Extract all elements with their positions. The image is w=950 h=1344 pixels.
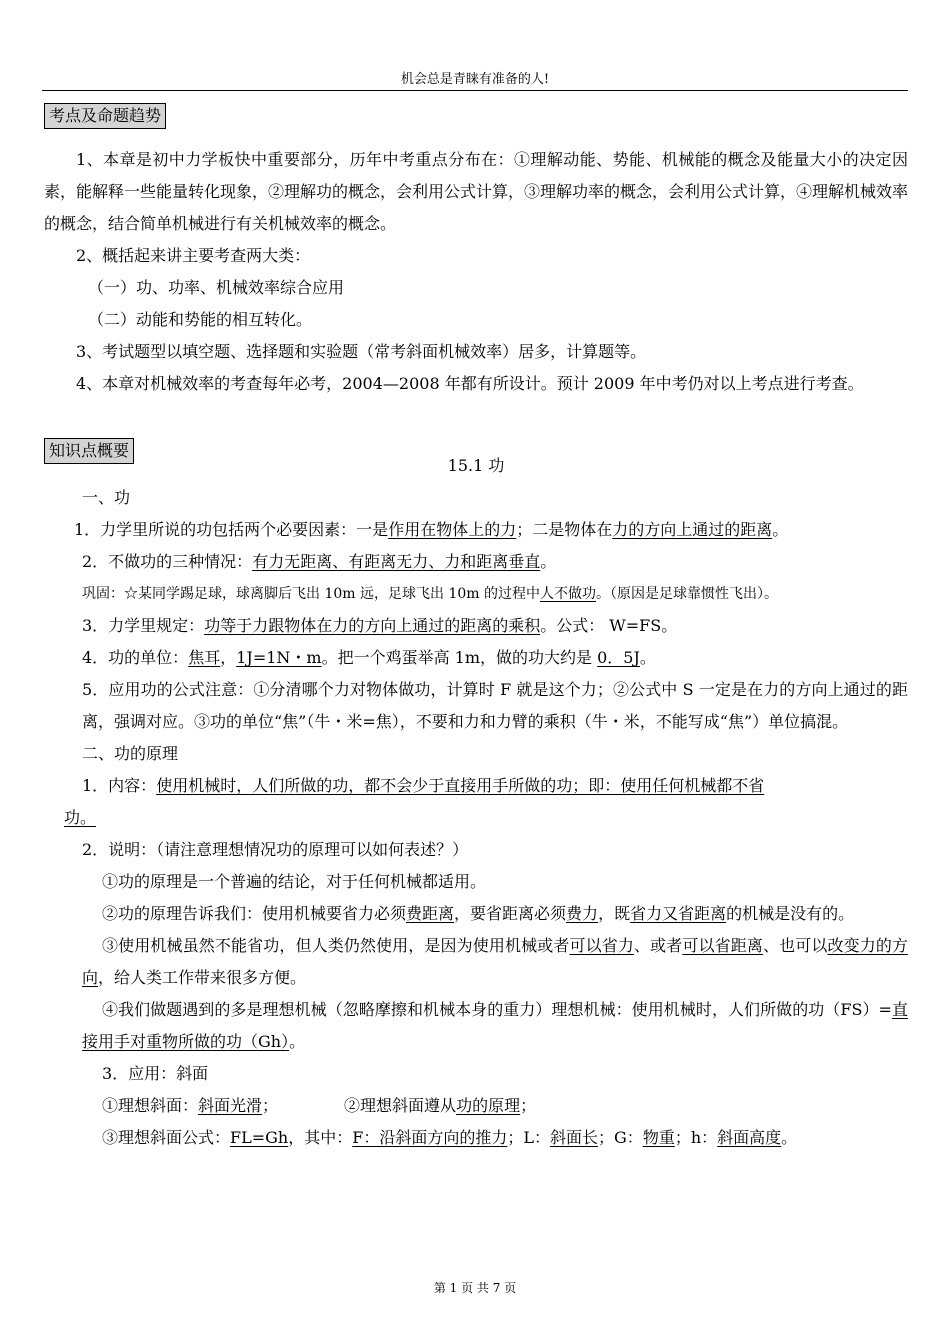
work-item-5: 5．应用功的公式注意：①分清哪个力对物体做功，计算时 F 就是这个力；②公式中 S 一定是在力的方向上通过的距离，强调对应。③功的单位“焦”（牛・米=焦），不要和力和力臂的乘积（牛・米，不能写成“焦”）单位搞混。 bbox=[82, 680, 908, 731]
incline-formula: ③理想斜面公式：FL=Gh，其中：F：沿斜面方向的推力；L：斜面长；G：物重；h：斜面高度。 bbox=[102, 1128, 798, 1147]
application-heading: 3．应用：斜面 bbox=[102, 1064, 209, 1083]
section-title-overview: 知识点概要 bbox=[44, 438, 134, 464]
principle-note-4: ④我们做题遇到的多是理想机械（忽略摩擦和机械本身的重力）理想机械：使用机械时，人们所做的功（FS）=直接用手对重物所做的功（Gh）。 bbox=[82, 1000, 908, 1051]
consolidation-example: 巩固：☆某同学踢足球，球离脚后飞出 10m 远，足球飞出 10m 的过程中人不做功。（原因是足球靠惯性飞出）。 bbox=[82, 586, 778, 602]
document-body bbox=[44, 144, 908, 1154]
incline-ideal: ①理想斜面：斜面光滑； ②理想斜面遵从功的原理； bbox=[102, 1096, 537, 1115]
trends-point-3: 3、考试题型以填空题、选择题和实验题（常考斜面机械效率）居多，计算题等。 bbox=[76, 342, 647, 361]
principle-note-2: ②功的原理告诉我们：使用机械要省力必须费距离，要省距离必须费力，既省力又省距离的机械是没有的。 bbox=[102, 904, 855, 923]
page-footer: 第 1 页 共 7 页 bbox=[433, 1281, 517, 1295]
work-item-4: 4．功的单位：焦耳，1J=1N・m。把一个鸡蛋举高 1m，做的功大约是 0．5J。 bbox=[82, 648, 656, 667]
header-divider bbox=[42, 90, 908, 91]
principle-content-continued: 功。 bbox=[64, 808, 97, 827]
part1-heading: 一、功 bbox=[82, 488, 131, 507]
work-item-3: 3．力学里规定：功等于力跟物体在力的方向上通过的距离的乘积。公式： W=FS。 bbox=[82, 616, 678, 635]
principle-content: 1．内容：使用机械时，人们所做的功，都不会少于直接用手所做的功；即：使用任何机械都不省 bbox=[82, 776, 765, 795]
principle-explanation-heading: 2．说明：（请注意理想情况功的原理可以如何表述？） bbox=[82, 840, 469, 859]
part2-heading: 二、功的原理 bbox=[82, 744, 179, 763]
trends-category-1: （一）功、功率、机械效率综合应用 bbox=[88, 278, 345, 297]
work-item-1: 1．力学里所说的功包括两个必要因素：一是作用在物体上的力；二是物体在力的方向上通过的距离。 bbox=[74, 520, 789, 539]
work-item-2: 2．不做功的三种情况：有力无距离、有距离无力、力和距离垂直。 bbox=[82, 552, 557, 571]
trends-point-2: 2、概括起来讲主要考查两大类： bbox=[76, 246, 311, 265]
page-header-motto: 机会总是青睐有准备的人! bbox=[400, 72, 550, 87]
principle-note-3: ③使用机械虽然不能省功，但人类仍然使用，是因为使用机械或者可以省力、或者可以省距离、也可以改变力的方向，给人类工作带来很多方便。 bbox=[82, 936, 908, 987]
lesson-title: 15.1 功 bbox=[447, 456, 505, 475]
trends-point-4: 4、本章对机械效率的考查每年必考，2004—2008 年都有所设计。预计 2009 年中考仍对以上考点进行考查。 bbox=[76, 374, 864, 393]
section-title-trends: 考点及命题趋势 bbox=[44, 103, 166, 129]
trends-point-1: 1、本章是初中力学板快中重要部分，历年中考重点分布在：①理解动能、势能、机械能的概念及能量大小的决定因素，能解释一些能量转化现象，②理解功的概念，会利用公式计算，③理解功率的概念，会利用公式计算，④理解机械效率的概念，结合简单机械进行有关机械效率的概念。 bbox=[44, 150, 909, 233]
trends-category-2: （二）动能和势能的相互转化。 bbox=[88, 310, 313, 329]
principle-note-1: ①功的原理是一个普遍的结论，对于任何机械都适用。 bbox=[102, 872, 487, 891]
